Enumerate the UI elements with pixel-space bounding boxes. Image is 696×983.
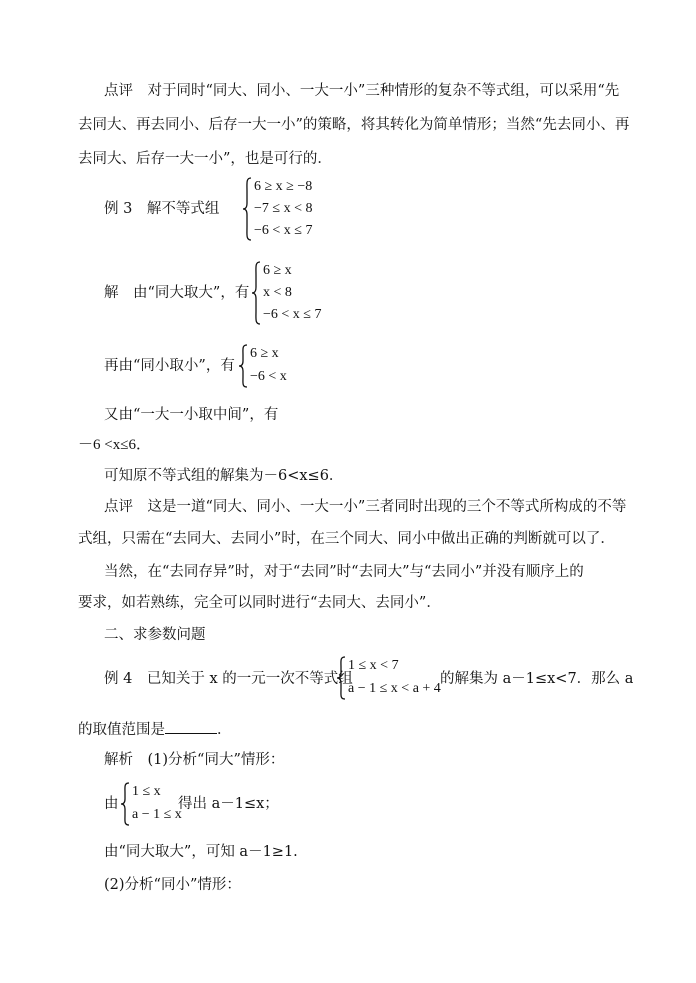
left-brace-icon: [336, 656, 346, 700]
example3-row-2: −7 ≤ x < 8: [254, 201, 313, 216]
solution-conclusion: 可知原不等式组的解集为－6<x≤6．: [104, 468, 344, 484]
solution-line1: 解 由“同大取大”，有: [104, 285, 250, 301]
analysis-line4: (2)分析“同小”情形：: [104, 877, 241, 893]
solution-system-1-row-1: 6 ≥ x: [263, 263, 292, 278]
example4-label: 例 4 已知关于 x 的一元一次不等式组: [104, 671, 353, 687]
remark1-line3: 去同大、后存一大一小”，也是可行的．: [78, 151, 332, 167]
left-brace-icon: [242, 177, 252, 241]
example3-row-1: 6 ≥ x ≥ −8: [254, 179, 313, 194]
solution-line3: 又由“一大一小取中间”，有: [104, 407, 279, 423]
example4-line2-text: 的取值范围是: [78, 722, 165, 738]
example4-row-2: a − 1 ≤ x < a + 4: [348, 681, 441, 696]
remark2-line3: 当然，在“去同存异”时，对于“去同”时“去同大”与“去同小”并没有顺序上的: [104, 564, 584, 580]
remark2-line2: 式组，只需在“去同大、去同小”时，在三个同大、同小中做出正确的判断就可以了．: [78, 531, 615, 547]
example4-tail: 的解集为 a－1≤x<7．那么 a: [440, 671, 634, 687]
remark1-line2: 去同大、再去同小、后存一大一小”的策略，将其转化为简单情形；当然“先去同小、再: [78, 117, 630, 133]
example3-label: 例 3 解不等式组: [104, 201, 220, 217]
section-title: 二、求参数问题: [104, 627, 206, 643]
example4-line2-end: ．: [217, 722, 232, 738]
solution-system-2-row-1: 6 ≥ x: [250, 346, 279, 361]
analysis-post: 得出 a－1≤x；: [178, 796, 279, 812]
analysis-row-1: 1 ≤ x: [132, 784, 161, 799]
example4-system: [336, 656, 446, 700]
remark1-line1: 点评 对于同时“同大、同小、一大一小”三种情形的复杂不等式组，可以采用“先: [104, 83, 620, 99]
solution-system-1-row-2: x < 8: [263, 285, 292, 300]
analysis-system: [120, 782, 180, 826]
analysis-title: 解析 (1)分析“同大”情形：: [104, 752, 285, 768]
answer-blank: [165, 718, 217, 734]
analysis-row-2: a − 1 ≤ x: [132, 807, 182, 822]
analysis-pre: 由: [104, 796, 119, 812]
solution-system-1-row-3: −6 < x ≤ 7: [263, 307, 322, 322]
example3-row-3: −6 < x ≤ 7: [254, 223, 313, 238]
example4-line2: [78, 718, 232, 740]
analysis-line3: 由“同大取大”，可知 a－1≥1.: [104, 844, 298, 860]
solution-system-2-row-2: −6 < x: [250, 369, 287, 384]
example3-system: [242, 177, 362, 241]
remark2-line1: 点评 这是一道“同大、同小、一大一小”三者同时出现的三个不等式所构成的不等: [104, 499, 627, 515]
solution-line4: －6 <x≤6．: [78, 437, 151, 453]
left-brace-icon: [251, 261, 261, 325]
left-brace-icon: [120, 782, 130, 826]
solution-system-1: [251, 261, 351, 325]
left-brace-icon: [238, 344, 248, 388]
solution-line2: 再由“同小取小”，有: [104, 358, 235, 374]
remark2-line4: 要求，如若熟练，完全可以同时进行“去同大、去同小”．: [78, 595, 441, 611]
solution-system-2: [238, 344, 318, 388]
example4-row-1: 1 ≤ x < 7: [348, 658, 399, 673]
